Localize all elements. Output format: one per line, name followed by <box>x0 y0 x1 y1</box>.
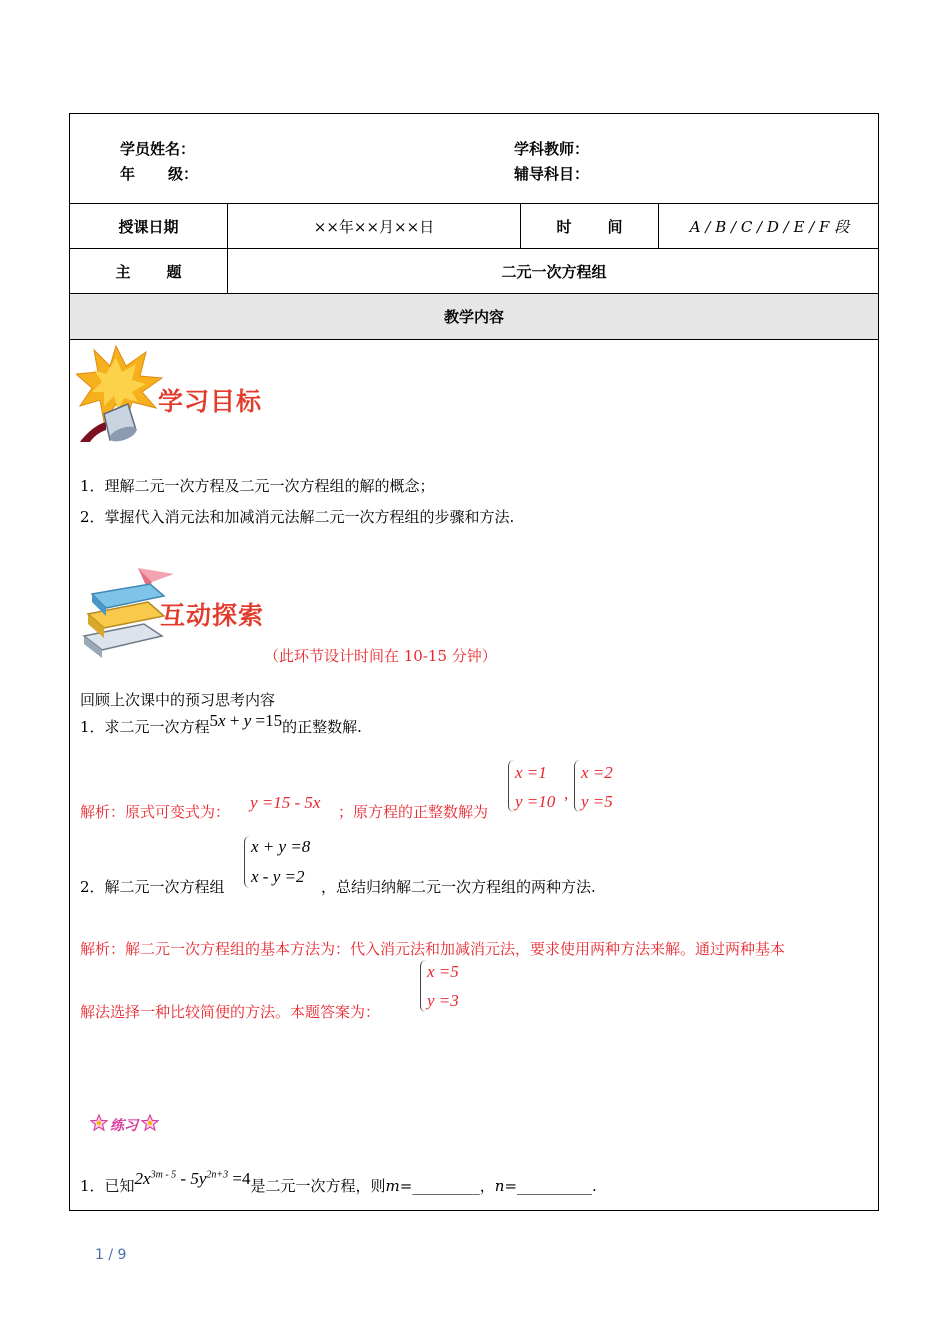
time-value: A / B / C / D / E / F 段 <box>658 204 880 248</box>
practice-q1-exp1: 3m - 5 <box>150 1169 177 1181</box>
practice-q1-blank-n[interactable]: =__________. <box>504 1177 597 1195</box>
time-label-a: 时 <box>556 217 572 236</box>
page-number: 1 / 9 <box>95 1247 127 1263</box>
lesson-plan-table <box>69 113 879 1211</box>
question-2-suffix: ，总结归纳解二元一次方程组的两种方法. <box>321 878 596 896</box>
topic-label-a: 主 <box>115 262 131 281</box>
answer-1-sys2-line2: y =5 <box>581 792 613 811</box>
practice-q1-mid: 是二元一次方程，则 <box>250 1177 386 1195</box>
q1-equation <box>210 711 283 731</box>
q1-prefix: 1．求二元一次方程 <box>80 718 210 736</box>
practice-q1-term2: - 5y <box>176 1169 207 1188</box>
practice-q1-blank-m[interactable]: =_________， <box>399 1177 495 1195</box>
review-intro: 回顾上次课中的预习思考内容 <box>80 691 276 709</box>
practice-label: 练习 <box>110 1118 138 1134</box>
question-2-sys-line2: x - y =2 <box>251 867 305 886</box>
topic-label-b: 题 <box>166 262 182 281</box>
answer-2-line2: 解法选择一种比较简便的方法。本题答案为： <box>80 1003 381 1021</box>
answer-1-sys2-line1: x =2 <box>581 763 613 782</box>
practice-q1-exp2: 2n+3 <box>206 1169 229 1181</box>
time-label-b: 间 <box>607 217 623 236</box>
answer-1-equation: y =15 - 5x <box>250 793 321 812</box>
practice-q1-equation <box>135 1169 251 1189</box>
time-label <box>520 204 658 248</box>
practice-q1-term3: =4 <box>228 1169 251 1188</box>
answer-1-sys1-line2: y =10 <box>515 792 556 811</box>
question-2-brace <box>244 836 251 888</box>
q1-eq-rhs: =15 <box>251 711 283 730</box>
flower-icon-left <box>90 1114 108 1132</box>
date-value: ××年××月××日 <box>227 204 520 248</box>
topic-row <box>70 249 878 294</box>
answer-1-separator: , <box>564 784 569 803</box>
practice-q1-m: m <box>385 1177 400 1195</box>
answer-1-prefix: 解析：原式可变式为： <box>80 803 231 821</box>
date-time-row <box>70 204 878 249</box>
practice-question-1 <box>80 1169 597 1196</box>
q1-eq-x: x <box>218 711 226 730</box>
content-heading-row <box>70 294 878 340</box>
goals-banner-title: 学习目标 <box>158 387 263 416</box>
grade-label-b: 级： <box>168 165 199 183</box>
q1-eq-plus: + <box>225 711 244 730</box>
teacher-label: 学科教师： <box>514 140 590 158</box>
question-2-prefix: 2．解二元一次方程组 <box>80 878 225 896</box>
content-heading: 教学内容 <box>443 308 504 326</box>
q1-eq-y: y <box>243 711 252 730</box>
flower-icon-right <box>141 1114 159 1132</box>
topic-label <box>70 249 227 293</box>
goal-item-2: 2．掌握代入消元法和加减消元法解二元一次方程组的步骤和方法. <box>80 508 515 526</box>
question-1 <box>80 711 362 737</box>
answer-2-brace <box>420 960 427 1012</box>
date-label: 授课日期 <box>118 217 179 236</box>
answer-2-line1: 解析：解二元一次方程组的基本方法为：代入消元法和加减消元法，要求使用两种方法来解。通过两种基本 <box>80 940 786 958</box>
subject-label: 辅导科目： <box>514 165 590 183</box>
answer-1-brace-1 <box>508 760 515 812</box>
practice-q1-term1: 2x <box>134 1169 151 1188</box>
grade-label-a: 年 <box>120 165 136 183</box>
answer-2-sys-line2: y =3 <box>427 991 459 1010</box>
maple-leaf-bell-icon <box>76 344 164 444</box>
explore-time-note: （此环节设计时间在 10-15 分钟） <box>264 647 497 665</box>
goal-item-1: 1．理解二元一次方程及二元一次方程组的解的概念； <box>80 477 435 495</box>
answer-1-brace-2 <box>574 760 581 812</box>
practice-q1-prefix: 1．已知 <box>80 1177 135 1195</box>
q1-suffix: 的正整数解. <box>282 718 362 736</box>
practice-q1-n: n <box>494 1177 505 1195</box>
question-2-sys-line1: x + y =8 <box>251 837 311 856</box>
answer-1-sys1-line1: x =1 <box>515 763 547 782</box>
student-name-label: 学员姓名： <box>120 140 196 158</box>
answer-2-sys-line1: x =5 <box>427 962 459 981</box>
explore-banner-title: 互动探索 <box>160 601 265 630</box>
topic-value: 二元一次方程组 <box>227 249 880 293</box>
q1-eq-coef: 5 <box>209 711 219 730</box>
answer-1-mid: ；原方程的正整数解为 <box>338 803 489 821</box>
student-info-row <box>70 114 878 204</box>
